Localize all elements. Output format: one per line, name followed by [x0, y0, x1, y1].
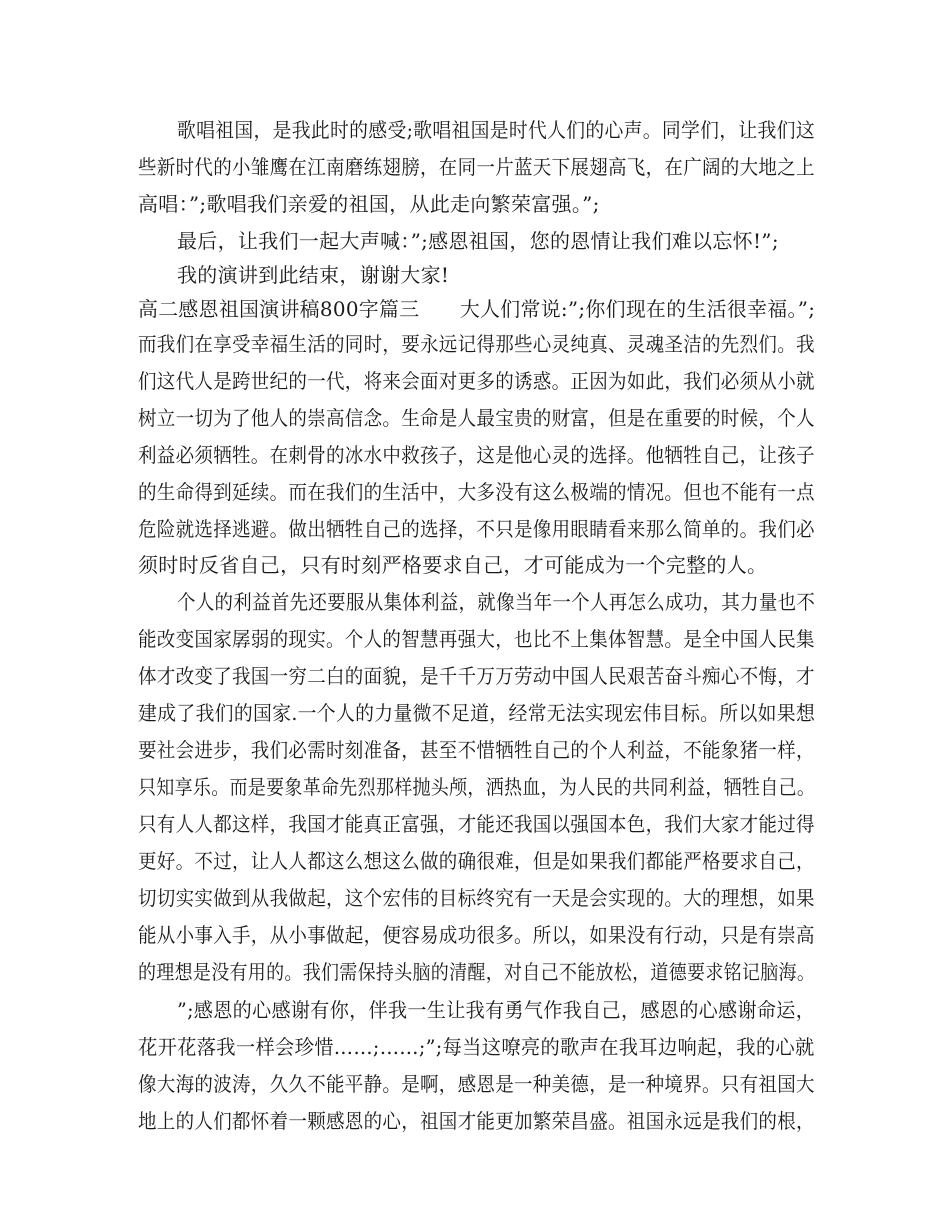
text-line: 花开花落我一样会珍惜……;……;”;每当这嘹亮的歌声在我耳边响起，我的心就 [138, 1035, 815, 1059]
text-line: 们这代人是跨世纪的一代，将来会面对更多的诱惑。正因为如此，我们必须从小就 [138, 369, 815, 393]
text-line: 切切实实做到从我做起，这个宏伟的目标终究有一天是会实现的。大的理想，如果 [138, 886, 815, 910]
text-line: 体才改变了我国一穷二白的面貌，是千千万万劳动中国人民艰苦奋斗痴心不悔，才 [138, 664, 815, 688]
text-line: 像大海的波涛，久久不能平静。是啊，感恩是一种美德，是一种境界。只有祖国大 [138, 1072, 815, 1096]
text-line: 的理想是没有用的。我们需保持头脑的清醒，对自己不能放松，道德要求铭记脑海。 [138, 960, 816, 984]
text-line: 危险就选择逃避。做出牺牲自己的选择，不只是像用眼睛看来那么简单的。我们必 [138, 517, 815, 541]
text-line: 我的演讲到此结束，谢谢大家! [177, 263, 450, 287]
text-line: 更好。不过，让人人都这么想这么做的确很难，但是如果我们都能严格要求自己， [138, 849, 815, 873]
text-line: 能改变国家孱弱的现实。个人的智慧再强大，也比不上集体智慧。是全中国人民集 [138, 627, 815, 651]
text-line: 最后，让我们一起大声喊：”;感恩祖国，您的恩情让我们难以忘怀!”; [177, 229, 779, 253]
text-line: 歌唱祖国，是我此时的感受;歌唱祖国是时代人们的心声。同学们，让我们这 [177, 118, 815, 142]
text-line: 个人的利益首先还要服从集体利益，就像当年一个人再怎么成功，其力量也不 [177, 590, 816, 614]
text-line: 要社会进步，我们必需时刻准备，甚至不惜牺牲自己的个人利益，不能象猪一样， [138, 738, 815, 762]
text-line: ”;感恩的心感谢有你，伴我一生让我有勇气作我自己，感恩的心感谢命运， [177, 998, 816, 1022]
text-line: 而我们在享受幸福生活的同时，要永远记得那些心灵纯真、灵魂圣洁的先烈们。我 [138, 332, 815, 356]
text-line: 只有人人都这样，我国才能真正富强，才能还我国以强国本色，我们大家才能过得 [138, 812, 815, 836]
text-line: 高唱：”;歌唱我们亲爱的祖国，从此走向繁荣富强。”; [138, 192, 600, 216]
text-line: 能从小事入手，从小事做起，便容易成功很多。所以，如果没有行动，只是有崇高 [138, 923, 815, 947]
text-line: 地上的人们都怀着一颗感恩的心，祖国才能更加繁荣昌盛。祖国永远是我们的根， [138, 1109, 815, 1133]
text-line: 建成了我们的国家.一个人的力量微不足道，经常无法实现宏伟目标。所以如果想 [138, 701, 816, 725]
text-line: 利益必须牺牲。在刺骨的冰水中救孩子，这是他心灵的选择。他牺牲自己，让孩子 [138, 443, 815, 467]
text-line: 些新时代的小雏鹰在江南磨练翅膀，在同一片蓝天下展翅高飞，在广阔的大地之上 [138, 155, 815, 179]
text-line: 须时时反省自己，只有时刻严格要求自己，才可能成为一个完整的人。 [138, 553, 768, 577]
text-line: 树立一切为了他人的崇高信念。生命是人最宝贵的财富，但是在重要的时候，个人 [138, 406, 815, 430]
text-line: 的生命得到延续。而在我们的生活中，大多没有这么极端的情况。但也不能有一点 [138, 480, 815, 504]
text-line: 只知享乐。而是要象革命先烈那样抛头颅，洒热血，为人民的共同利益，牺牲自己。 [138, 775, 816, 799]
section-heading-line: 高二感恩祖国演讲稿800字篇三 大人们常说:”;你们现在的生活很幸福。”; [138, 297, 816, 321]
